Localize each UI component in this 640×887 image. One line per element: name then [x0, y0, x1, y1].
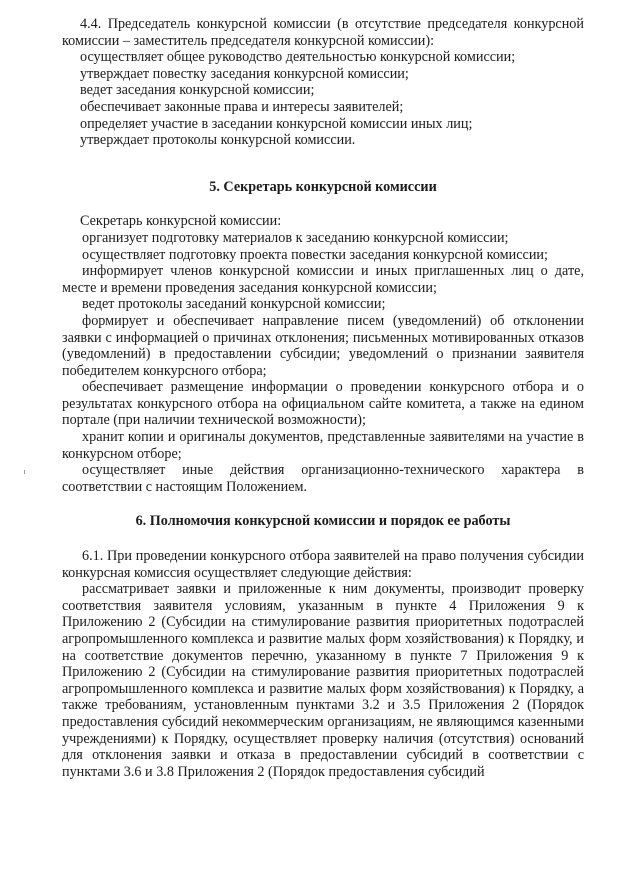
paragraph-4-4: 4.4. Председатель конкурсной комиссии (в отсутствие председателя конкурсной комиссии – заместитель председателя конкурсной комиссии): [62, 16, 584, 49]
spacer [62, 149, 584, 179]
paragraph-actions: рассматривает заявки и приложенные к ним документы, производит проверку соответствия заявителя условиям, указанным в пункте 4 Приложения 9 к Приложению 2 (Субсидии на стимулирование развития приоритетных подотраслей агропромышленного комплекса и развитие малых форм хозяйствования) к Порядку, и на соответствие документов перечню, указанному в пункте 7 Приложения 9 к Приложению 2 (Субсидии на стимулирование развития приоритетных подотраслей агропромышленного комплекса и развитие малых форм хозяйствования) к Порядку, а также требованиям, установленным пунктами 3.2 и 3.5 Приложения 2 (Порядок предоставления субсидий некоммерческим организациям, не являющимся казенными учреждениями) к Порядку, осуществляет проверку наличия (отсутствия) оснований для отклонения заявки и отказа в предоставлении субсидий в соответствии с пунктами 3.6 и 3.8 Приложения 2 (Порядок предоставления субсидий [62, 581, 584, 780]
spacer [62, 495, 584, 513]
list-item: осуществляет иные действия организационно-технического характера в соответствии с настоящим Положением. [62, 462, 584, 495]
spacer [62, 530, 584, 548]
list-item: ведет протоколы заседаний конкурсной комиссии; [82, 296, 386, 313]
list-item: ведет заседания конкурсной комиссии; [80, 82, 315, 99]
list-item: информирует членов конкурсной комиссии и иных приглашенных лиц о дате, месте и времени проведения заседания конкурсной комиссии; [62, 263, 584, 296]
list-item: организует подготовку материалов к заседанию конкурсной комиссии; [82, 229, 509, 246]
paragraph-6-1: 6.1. При проведении конкурсного отбора заявителей на право получения субсидии конкурсная комиссия осуществляет следующие действия: [62, 548, 584, 581]
list-item: обеспечивает размещение информации о проведении конкурсного отбора и о результатах конкурсного отбора на официальном сайте комитета, а также на едином портале (при наличии технической возможности); [62, 379, 584, 429]
scan-margin-mark [24, 470, 25, 474]
section-intro: Секретарь конкурсной комиссии: [80, 213, 282, 230]
spacer [62, 195, 584, 213]
list-item: утверждает протоколы конкурсной комиссии. [80, 132, 356, 149]
list-item: хранит копии и оригиналы документов, представленные заявителями на участие в конкурсном отборе; [62, 429, 584, 462]
list-item: обеспечивает законные права и интересы заявителей; [80, 98, 404, 115]
list-item: формирует и обеспечивает направление писем (уведомлений) об отклонении заявки с информацией о причинах отклонения; письменных мотивированных отказов (уведомлений) в предоставлении субсидии; уведомлений о признании заявителя победителем конкурсного отбора; [62, 312, 584, 379]
list-item: утверждает повестку заседания конкурсной комиссии; [80, 65, 409, 82]
list-item: осуществляет общее руководство деятельностью конкурсной комиссии; [80, 49, 516, 66]
list-item: определяет участие в заседании конкурсной комиссии иных лиц; [80, 115, 473, 132]
section-heading-6: 6. Полномочия конкурсной комиссии и порядок ее работы [135, 513, 511, 530]
list-item: осуществляет подготовку проекта повестки заседания конкурсной комиссии; [82, 246, 548, 263]
section-heading-5: 5. Секретарь конкурсной комиссии [209, 178, 437, 195]
